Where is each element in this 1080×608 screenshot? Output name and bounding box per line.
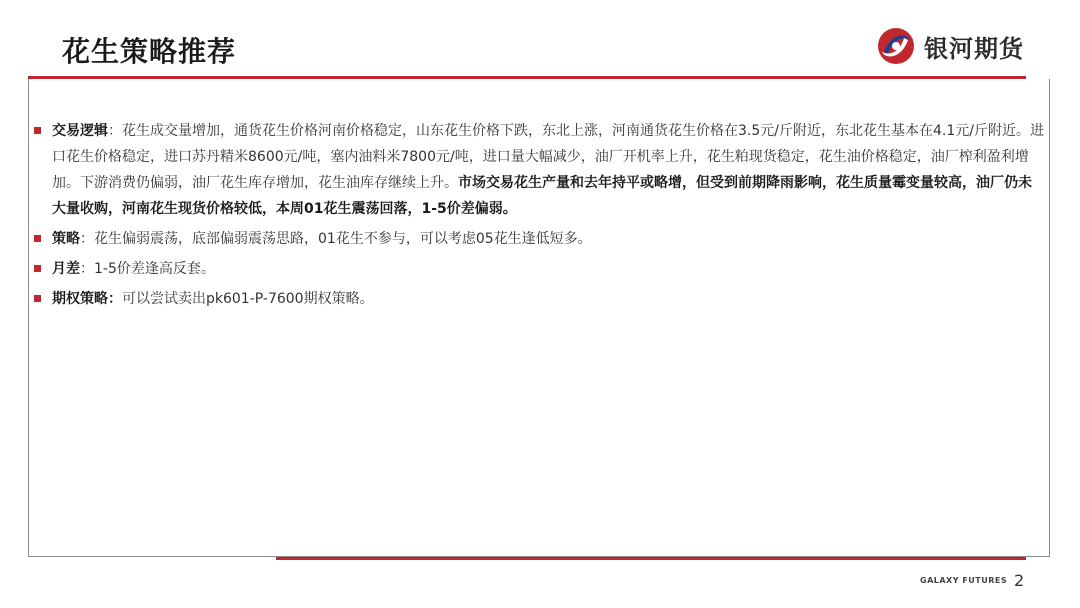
item-text: 花生偏弱震荡，底部偏弱震荡思路，01花生不参与，可以考虑05花生逢低短多。	[94, 231, 592, 247]
page-number: 2	[1014, 571, 1025, 590]
item-separator: ：	[80, 231, 94, 247]
brand-logo	[876, 26, 1024, 66]
brand-name: 银河期货	[924, 34, 1024, 63]
square-bullet-icon	[34, 265, 41, 272]
item-text: 1-5价差逢高反套。	[94, 261, 215, 277]
item-separator: ：	[108, 123, 122, 139]
strategy-list	[34, 118, 1044, 316]
list-item-strategy	[34, 226, 1044, 252]
footer-brand: GALAXY FUTURES	[920, 576, 1008, 585]
square-bullet-icon	[34, 235, 41, 242]
item-label: 期权策略：	[52, 291, 122, 307]
item-separator: ：	[80, 261, 94, 277]
item-label: 月差	[52, 261, 80, 277]
square-bullet-icon	[34, 295, 41, 302]
list-item-trading-logic	[34, 118, 1044, 222]
square-bullet-icon	[34, 127, 41, 134]
item-bold-text: 市场交易花生产量和去年持平或略增，但受到前期降雨影响，花生质量霉变量较高，油厂仍未大量收购，河南花生现货价格较低，本周01花生震荡回落，1-5价差偏弱。	[52, 175, 1032, 217]
slide-title: 花生策略推荐	[62, 35, 237, 68]
item-label: 交易逻辑	[52, 123, 108, 139]
item-label: 策略	[52, 231, 80, 247]
list-item-options-strategy	[34, 286, 1044, 312]
footer-divider	[276, 557, 1026, 560]
list-item-spread	[34, 256, 1044, 282]
item-text: 可以尝试卖出pk601-P-7600期权策略。	[122, 291, 374, 307]
item-text: 花生成交量增加，通货花生价格河南价格稳定，山东花生价格下跌，东北上涨，河南通货花生价格在3.5元/斤附近，东北花生基本在4.1元/斤附近。进口花生价格稳定，进口苏丹精米8600元/吨，塞内油料米7800元/吨，进口量大幅减少，油厂开机率上升，花生粕现货稳定，花生油价格稳定，油厂榨利盈利增加。下游消费仍偏弱，油厂花生库存增加，花生油库存继续上升。	[52, 123, 1044, 191]
galaxy-futures-logo-icon	[876, 26, 916, 66]
